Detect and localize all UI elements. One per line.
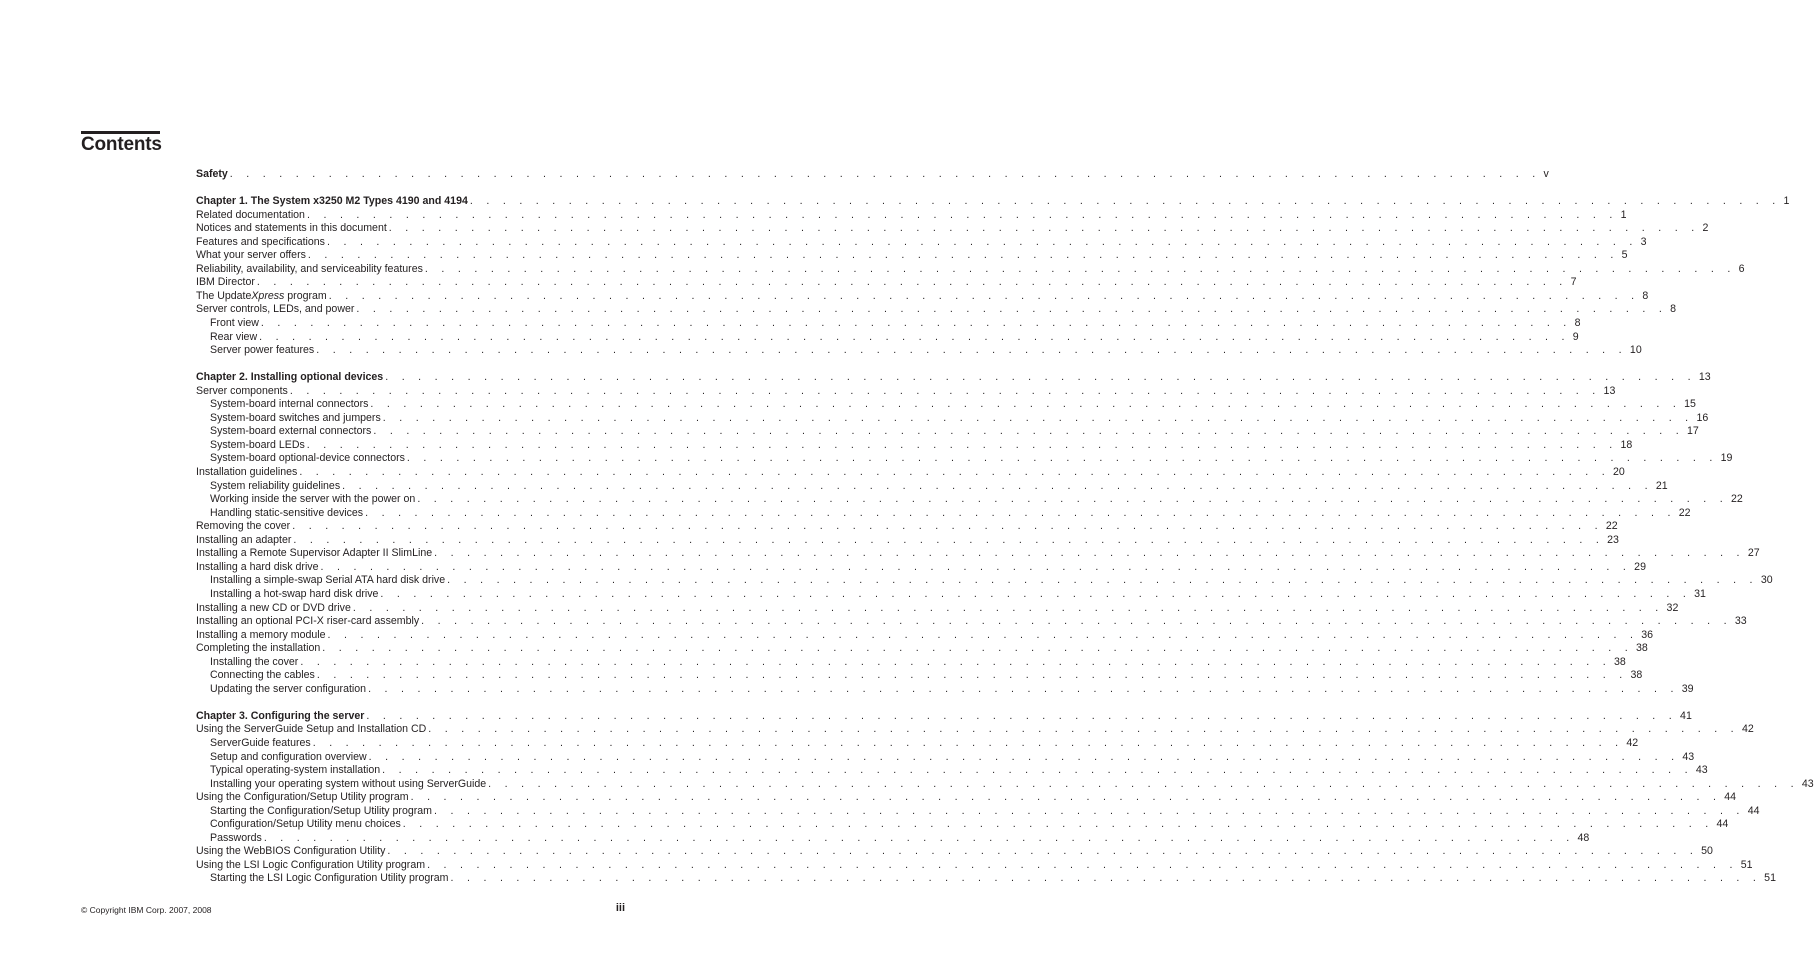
toc-entry-title: Related documentation bbox=[196, 208, 305, 221]
toc-entry[interactable] bbox=[196, 560, 1646, 575]
toc-entry-title: Starting the Configuration/Setup Utility program bbox=[210, 804, 432, 817]
toc-leader-dots: . . . . . . . . . . . . . . . . . . . . . . . . . . . . . . . . . . . . . . . . . . . . . . . . . . . . . . . . . . . . . . . . . . . . . . . . . . . . . . . . bbox=[373, 425, 1685, 438]
toc-page-number: 29 bbox=[1634, 560, 1646, 573]
toc-entry-title: Completing the installation bbox=[196, 642, 321, 655]
toc-page-number: 7 bbox=[1570, 276, 1577, 289]
toc-leader-dots: . . . . . . . . . . . . . . . . . . . . . . . . . . . . . . . . . . . . . . . . . . . . . . . . . . . . . . . . . . . . . . . . . . . . . . . . . . . . . . . . bbox=[322, 642, 1633, 655]
toc-page-number: 19 bbox=[1720, 452, 1733, 465]
toc-entry-title: System-board optional-device connectors bbox=[210, 452, 405, 465]
toc-leader-dots: . . . . . . . . . . . . . . . . . . . . . . . . . . . . . . . . . . . . . . . . . . . . . . . . . . . . . . . . . . . . . . . . . . . . . . . . . . . . . . . . bbox=[368, 750, 1680, 763]
toc-leader-dots: . . . . . . . . . . . . . . . . . . . . . . . . . . . . . . . . . . . . . . . . . . . . . . . . . . . . . . . . . . . . . . . . . . . . . . . . . . . . . . . . bbox=[327, 628, 1639, 641]
toc-page-number: 44 bbox=[1724, 791, 1737, 804]
toc-entry-title: The UpdateXpress program bbox=[196, 289, 327, 302]
toc-chapter-entry[interactable] bbox=[196, 371, 1711, 385]
toc-leader-dots: . . . . . . . . . . . . . . . . . . . . . . . . . . . . . . . . . . . . . . . . . . . . . . . . . . . . . . . . . . . . . . . . . . . . . . . . . . . . . . . . bbox=[428, 723, 1739, 736]
toc-entry-title: Server power features bbox=[210, 344, 315, 357]
toc-entry[interactable] bbox=[196, 547, 1760, 561]
toc-leader-dots: . . . . . . . . . . . . . . . . . . . . . . . . . . . . . . . . . . . . . . . . . . . . . . . . . . . . . . . . . . . . . . . . . . . . . . . . . . . . . . . . bbox=[368, 682, 1679, 695]
toc-page-number: 51 bbox=[1740, 858, 1753, 871]
toc-page-number: 38 bbox=[1630, 669, 1643, 682]
toc-entry-title: Setup and configuration overview bbox=[210, 750, 367, 763]
toc-page-number: 5 bbox=[1621, 249, 1628, 262]
toc-leader-dots: . . . . . . . . . . . . . . . . . . . . . . . . . . . . . . . . . . . . . . . . . . . . . . . . . . . . . . . . . . . . . . . . . . . . . . . . . . . . . . . . bbox=[299, 466, 1610, 479]
toc-leader-dots: . . . . . . . . . . . . . . . . . . . . . . . . . . . . . . . . . . . . . . . . . . . . . . . . . . . . . . . . . . . . . . . . . . . . . . . . . . . . . . . . bbox=[447, 574, 1758, 587]
toc-entry[interactable] bbox=[196, 262, 1745, 277]
toc-entry[interactable] bbox=[196, 398, 1696, 412]
copyright-footer: © Copyright IBM Corp. 2007, 2008 bbox=[81, 905, 212, 915]
toc-leader-dots: . . . . . . . . . . . . . . . . . . . . . . . . . . . . . . . . . . . . . . . . . . . . . . . . . . . . . . . . . . . . . . . . . . . . . . . . . . . . . . . . bbox=[229, 168, 1541, 180]
toc-leader-dots: . . . . . . . . . . . . . . . . . . . . . . . . . . . . . . . . . . . . . . . . . . . . . . . . . . . . . . . . . . . . . . . . . . . . . . . . . . . . . . . . bbox=[320, 560, 1632, 573]
toc-page-number: 22 bbox=[1731, 493, 1743, 506]
toc-leader-dots: . . . . . . . . . . . . . . . . . . . . . . . . . . . . . . . . . . . . . . . . . . . . . . . . . . . . . . . . . . . . . . . . . . . . . . . . . . . . . . . . bbox=[424, 262, 1736, 275]
toc-entry-title: Server components bbox=[196, 384, 288, 397]
toc-entry-title: Installing an optional PCI-X riser-card assembly bbox=[196, 615, 420, 628]
toc-entry-title: Handling static-sensitive devices bbox=[210, 506, 364, 519]
toc-page-number: 48 bbox=[1577, 831, 1590, 844]
toc-leader-dots: . . . . . . . . . . . . . . . . . . . . . . . . . . . . . . . . . . . . . . . . . . . . . . . . . . . . . . . . . . . . . . . . . . . . . . . . . . . . . . . . bbox=[410, 791, 1722, 804]
toc-entry[interactable] bbox=[196, 804, 1760, 819]
toc-entry-title: Installing your operating system without using ServerGuide bbox=[210, 777, 487, 790]
toc-entry-title: Installing a Remote Supervisor Adapter II SlimLine bbox=[196, 547, 433, 560]
toc-entry-title: Using the WebBIOS Configuration Utility bbox=[196, 845, 386, 858]
page-title: Contents bbox=[81, 134, 162, 155]
toc-entry[interactable] bbox=[196, 520, 1618, 534]
toc-entry-title: System reliability guidelines bbox=[210, 479, 341, 492]
toc-entry-title: Notices and statements in this document bbox=[196, 222, 387, 235]
toc-leader-dots: . . . . . . . . . . . . . . . . . . . . . . . . . . . . . . . . . . . . . . . . . . . . . . . . . . . . . . . . . . . . . . . . . . . . . . . . . . . . . . . . bbox=[434, 547, 1745, 560]
toc-page-number: 44 bbox=[1747, 804, 1760, 817]
toc-entry-title: System-board internal connectors bbox=[210, 398, 369, 411]
toc-leader-dots: . . . . . . . . . . . . . . . . . . . . . . . . . . . . . . . . . . . . . . . . . . . . . . . . . . . . . . . . . . . . . . . . . . . . . . . . . . . . . . . . bbox=[328, 289, 1640, 302]
toc-chapter-entry[interactable] bbox=[196, 195, 1790, 209]
toc-entry-title: Installing a simple-swap Serial ATA hard disk drive bbox=[210, 574, 446, 587]
toc-page-number: 3 bbox=[1640, 235, 1647, 248]
toc-entry[interactable] bbox=[196, 222, 1709, 236]
toc-leader-dots: . . . . . . . . . . . . . . . . . . . . . . . . . . . . . . . . . . . . . . . . . . . . . . . . . . . . . . . . . . . . . . . . . . . . . . . . . . . . . . . . bbox=[316, 669, 1628, 682]
toc-entry[interactable] bbox=[196, 235, 1647, 250]
toc-page-number: 43 bbox=[1682, 750, 1695, 763]
toc-entry-title: Configuration/Setup Utility menu choices bbox=[210, 818, 401, 831]
toc-entry[interactable] bbox=[196, 276, 1577, 290]
toc-leader-dots: . . . . . . . . . . . . . . . . . . . . . . . . . . . . . . . . . . . . . . . . . . . . . . . . . . . . . . . . . . . . . . . . . . . . . . . . . . . . . . . . bbox=[427, 858, 1738, 871]
toc-leader-dots: . . . . . . . . . . . . . . . . . . . . . . . . . . . . . . . . . . . . . . . . . . . . . . . . . . . . . . . . . . . . . . . . . . . . . . . . . . . . . . . . bbox=[352, 601, 1664, 614]
toc-leader-dots: . . . . . . . . . . . . . . . . . . . . . . . . . . . . . . . . . . . . . . . . . . . . . . . . . . . . . . . . . . . . . . . . . . . . . . . . . . . . . . . . bbox=[300, 655, 1612, 668]
toc-leader-dots: . . . . . . . . . . . . . . . . . . . . . . . . . . . . . . . . . . . . . . . . . . . . . . . . . . . . . . . . . . . . . . . . . . . . . . . . . . . . . . . . bbox=[469, 195, 1781, 208]
toc-page-number: 38 bbox=[1614, 655, 1626, 668]
toc-entry-title: Installing an adapter bbox=[196, 533, 292, 546]
toc-page-number: 38 bbox=[1635, 642, 1648, 655]
toc-entry[interactable] bbox=[196, 628, 1654, 643]
toc-page-number: 9 bbox=[1572, 330, 1579, 343]
toc-page-number: 8 bbox=[1642, 289, 1649, 302]
toc-leader-dots: . . . . . . . . . . . . . . . . . . . . . . . . . . . . . . . . . . . . . . . . . . . . . . . . . . . . . . . . . . . . . . . . . . . . . . . . . . . . . . . . bbox=[382, 764, 1693, 777]
toc-entry-title: Using the Configuration/Setup Utility program bbox=[196, 791, 409, 804]
toc-entry-title: Reliability, availability, and serviceability features bbox=[196, 262, 423, 275]
toc-leader-dots: . . . . . . . . . . . . . . . . . . . . . . . . . . . . . . . . . . . . . . . . . . . . . . . . . . . . . . . . . . . . . . . . . . . . . . . . . . . . . . . . bbox=[385, 371, 1696, 384]
toc-leader-dots: . . . . . . . . . . . . . . . . . . . . . . . . . . . . . . . . . . . . . . . . . . . . . . . . . . . . . . . . . . . . . . . . . . . . . . . . . . . . . . . . bbox=[256, 276, 1568, 289]
toc-leader-dots: . . . . . . . . . . . . . . . . . . . . . . . . . . . . . . . . . . . . . . . . . . . . . . . . . . . . . . . . . . . . . . . . . . . . . . . . . . . . . . . . bbox=[312, 736, 1624, 749]
toc-entry-title: Connecting the cables bbox=[210, 669, 315, 682]
toc-entry[interactable] bbox=[196, 249, 1628, 263]
toc-leader-dots: . . . . . . . . . . . . . . . . . . . . . . . . . . . . . . . . . . . . . . . . . . . . . . . . . . . . . . . . . . . . . . . . . . . . . . . . . . . . . . . . bbox=[366, 709, 1678, 722]
toc-leader-dots: . . . . . . . . . . . . . . . . . . . . . . . . . . . . . . . . . . . . . . . . . . . . . . . . . . . . . . . . . . . . . . . . . . . . . . . . . . . . . . . . bbox=[260, 317, 1572, 330]
toc-entry[interactable] bbox=[196, 452, 1733, 466]
toc-page-number: 22 bbox=[1678, 506, 1691, 519]
toc-entry-title: IBM Director bbox=[196, 276, 255, 289]
toc-leader-dots: . . . . . . . . . . . . . . . . . . . . . . . . . . . . . . . . . . . . . . . . . . . . . . . . . . . . . . . . . . . . . . . . . . . . . . . . . . . . . . . . bbox=[387, 845, 1699, 858]
toc-page-number: 50 bbox=[1701, 845, 1713, 858]
toc-entry[interactable] bbox=[196, 506, 1691, 521]
toc-page-number: 18 bbox=[1620, 438, 1633, 451]
toc-entry-title: Installation guidelines bbox=[196, 466, 298, 479]
toc-entry-title: Using the ServerGuide Setup and Installation CD bbox=[196, 723, 427, 736]
toc-entry-title: System-board external connectors bbox=[210, 425, 372, 438]
toc-entry[interactable] bbox=[196, 208, 1627, 223]
toc-entry[interactable] bbox=[196, 615, 1747, 629]
toc-entry[interactable] bbox=[196, 574, 1773, 588]
toc-chapter-entry[interactable] bbox=[196, 168, 1549, 182]
toc-entry[interactable] bbox=[196, 289, 1649, 304]
toc-leader-dots: . . . . . . . . . . . . . . . . . . . . . . . . . . . . . . . . . . . . . . . . . . . . . . . . . . . . . . . . . . . . . . . . . . . . . . . . . . . . . . . . bbox=[434, 804, 1745, 817]
toc-leader-dots: . . . . . . . . . . . . . . . . . . . . . . . . . . . . . . . . . . . . . . . . . . . . . . . . . . . . . . . . . . . . . . . . . . . . . . . . . . . . . . . . bbox=[488, 777, 1799, 790]
toc-entry-title: What your server offers bbox=[196, 249, 306, 262]
toc-leader-dots: . . . . . . . . . . . . . . . . . . . . . . . . . . . . . . . . . . . . . . . . . . . . . . . . . . . . . . . . . . . . . . . . . . . . . . . . . . . . . . . . bbox=[370, 398, 1682, 411]
toc-entry-title: Passwords bbox=[210, 831, 262, 844]
toc-entry[interactable] bbox=[196, 317, 1581, 331]
toc-entry[interactable] bbox=[196, 466, 1625, 480]
toc-leader-dots: . . . . . . . . . . . . . . . . . . . . . . . . . . . . . . . . . . . . . . . . . . . . . . . . . . . . . . . . . . . . . . . . . . . . . . . . . . . . . . . . bbox=[450, 872, 1762, 885]
toc-entry-title: Installing a new CD or DVD drive bbox=[196, 601, 351, 614]
toc-entry[interactable] bbox=[196, 303, 1676, 317]
toc-entry-title: Using the LSI Logic Configuration Utility program bbox=[196, 858, 426, 871]
toc-entry[interactable] bbox=[196, 777, 1814, 792]
toc-page-number: 43 bbox=[1801, 777, 1814, 790]
toc-leader-dots: . . . . . . . . . . . . . . . . . . . . . . . . . . . . . . . . . . . . . . . . . . . . . . . . . . . . . . . . . . . . . . . . . . . . . . . . . . . . . . . . bbox=[263, 831, 1575, 844]
toc-entry[interactable] bbox=[196, 601, 1679, 616]
toc-leader-dots: . . . . . . . . . . . . . . . . . . . . . . . . . . . . . . . . . . . . . . . . . . . . . . . . . . . . . . . . . . . . . . . . . . . . . . . . . . . . . . . . bbox=[306, 208, 1618, 221]
toc-leader-dots: . . . . . . . . . . . . . . . . . . . . . . . . . . . . . . . . . . . . . . . . . . . . . . . . . . . . . . . . . . . . . . . . . . . . . . . . . . . . . . . . bbox=[307, 249, 1619, 262]
toc-entry[interactable] bbox=[196, 669, 1643, 683]
toc-entry[interactable] bbox=[196, 493, 1743, 507]
toc-leader-dots: . . . . . . . . . . . . . . . . . . . . . . . . . . . . . . . . . . . . . . . . . . . . . . . . . . . . . . . . . . . . . . . . . . . . . . . . . . . . . . . . bbox=[388, 222, 1700, 235]
toc-entry[interactable] bbox=[196, 384, 1616, 399]
toc-entry-title: ServerGuide features bbox=[210, 736, 311, 749]
toc-entry[interactable] bbox=[196, 344, 1642, 358]
toc-page-number: 2 bbox=[1702, 222, 1709, 235]
toc-leader-dots: . . . . . . . . . . . . . . . . . . . . . . . . . . . . . . . . . . . . . . . . . . . . . . . . . . . . . . . . . . . . . . . . . . . . . . . . . . . . . . . . bbox=[316, 344, 1627, 357]
toc-page-number: 42 bbox=[1741, 723, 1754, 736]
page-number: iii bbox=[615, 902, 625, 914]
toc-entry[interactable] bbox=[196, 682, 1694, 697]
toc-page-number: 10 bbox=[1629, 344, 1642, 357]
toc-entry[interactable] bbox=[196, 764, 1708, 778]
toc-page-number: 43 bbox=[1695, 764, 1708, 777]
toc-entry[interactable] bbox=[196, 858, 1753, 873]
toc-entry-title: Installing the cover bbox=[210, 655, 299, 668]
toc-entry[interactable] bbox=[196, 533, 1619, 548]
toc-entry-title: Chapter 3. Configuring the server bbox=[196, 709, 365, 722]
toc-page-number: 13 bbox=[1603, 384, 1616, 397]
toc-leader-dots: . . . . . . . . . . . . . . . . . . . . . . . . . . . . . . . . . . . . . . . . . . . . . . . . . . . . . . . . . . . . . . . . . . . . . . . . . . . . . . . . bbox=[380, 587, 1692, 600]
toc-entry-title: System-board LEDs bbox=[210, 438, 305, 451]
toc-entry-title: Installing a hard disk drive bbox=[196, 560, 319, 573]
toc-entry[interactable] bbox=[196, 845, 1713, 859]
toc-entry[interactable] bbox=[196, 655, 1626, 670]
toc-entry-title: Chapter 2. Installing optional devices bbox=[196, 371, 384, 384]
toc-entry-title: System-board switches and jumpers bbox=[210, 411, 381, 424]
toc-leader-dots: . . . . . . . . . . . . . . . . . . . . . . . . . . . . . . . . . . . . . . . . . . . . . . . . . . . . . . . . . . . . . . . . . . . . . . . . . . . . . . . . bbox=[289, 384, 1601, 397]
toc-entry[interactable] bbox=[196, 438, 1633, 453]
toc-page-number: 39 bbox=[1681, 682, 1694, 695]
toc-entry-title: Starting the LSI Logic Configuration Utility program bbox=[210, 872, 449, 885]
toc-leader-dots: . . . . . . . . . . . . . . . . . . . . . . . . . . . . . . . . . . . . . . . . . . . . . . . . . . . . . . . . . . . . . . . . . . . . . . . . . . . . . . . . bbox=[402, 818, 1714, 831]
toc-entry[interactable] bbox=[196, 831, 1590, 846]
toc-page-number: 44 bbox=[1716, 818, 1729, 831]
toc-page-number: 22 bbox=[1605, 520, 1618, 533]
toc-page-number: 32 bbox=[1666, 601, 1679, 614]
toc-page-number: 15 bbox=[1684, 398, 1696, 411]
toc-entry[interactable] bbox=[196, 818, 1729, 832]
toc-page-number: 51 bbox=[1764, 872, 1776, 885]
toc-leader-dots: . . . . . . . . . . . . . . . . . . . . . . . . . . . . . . . . . . . . . . . . . . . . . . . . . . . . . . . . . . . . . . . . . . . . . . . . . . . . . . . . bbox=[293, 533, 1605, 546]
toc-page-number: 31 bbox=[1694, 587, 1706, 600]
toc-page-number: 21 bbox=[1655, 479, 1668, 492]
toc-entry-title: Removing the cover bbox=[196, 520, 291, 533]
toc-entry-title: Safety bbox=[196, 168, 228, 180]
toc-page-number: 23 bbox=[1607, 533, 1619, 546]
toc-entry-title: Chapter 1. The System x3250 M2 Types 4190 and 4194 bbox=[196, 195, 468, 208]
toc-entry[interactable] bbox=[196, 330, 1579, 345]
toc-page-number: 20 bbox=[1613, 466, 1625, 479]
toc-entry[interactable] bbox=[196, 723, 1754, 737]
toc-entry-title: Features and specifications bbox=[196, 235, 325, 248]
toc-page-number: 1 bbox=[1783, 195, 1790, 208]
toc-leader-dots: . . . . . . . . . . . . . . . . . . . . . . . . . . . . . . . . . . . . . . . . . . . . . . . . . . . . . . . . . . . . . . . . . . . . . . . . . . . . . . . . bbox=[365, 506, 1676, 519]
toc-entry[interactable] bbox=[196, 411, 1709, 426]
toc-page-number: 16 bbox=[1696, 411, 1709, 424]
toc-leader-dots: . . . . . . . . . . . . . . . . . . . . . . . . . . . . . . . . . . . . . . . . . . . . . . . . . . . . . . . . . . . . . . . . . . . . . . . . . . . . . . . . bbox=[326, 235, 1638, 248]
toc-entry[interactable] bbox=[196, 872, 1776, 886]
toc-leader-dots: . . . . . . . . . . . . . . . . . . . . . . . . . . . . . . . . . . . . . . . . . . . . . . . . . . . . . . . . . . . . . . . . . . . . . . . . . . . . . . . . bbox=[259, 330, 1570, 343]
toc-page-number: 17 bbox=[1687, 425, 1699, 438]
toc-leader-dots: . . . . . . . . . . . . . . . . . . . . . . . . . . . . . . . . . . . . . . . . . . . . . . . . . . . . . . . . . . . . . . . . . . . . . . . . . . . . . . . . bbox=[342, 479, 1653, 492]
toc-leader-dots: . . . . . . . . . . . . . . . . . . . . . . . . . . . . . . . . . . . . . . . . . . . . . . . . . . . . . . . . . . . . . . . . . . . . . . . . . . . . . . . . bbox=[306, 438, 1618, 451]
toc-entry[interactable] bbox=[196, 791, 1737, 805]
toc-page-number: 1 bbox=[1620, 208, 1627, 221]
toc-entry[interactable] bbox=[196, 750, 1695, 765]
toc-leader-dots: . . . . . . . . . . . . . . . . . . . . . . . . . . . . . . . . . . . . . . . . . . . . . . . . . . . . . . . . . . . . . . . . . . . . . . . . . . . . . . . . bbox=[382, 411, 1694, 424]
toc-entry-title: Front view bbox=[210, 317, 259, 330]
toc-page-number: 41 bbox=[1680, 709, 1692, 722]
toc-entry-title: Installing a hot-swap hard disk drive bbox=[210, 587, 379, 600]
table-of-contents bbox=[196, 168, 1814, 886]
toc-page-number: 33 bbox=[1734, 615, 1747, 628]
toc-entry-title: Updating the server configuration bbox=[210, 682, 367, 695]
toc-page-number: 36 bbox=[1641, 628, 1654, 641]
toc-page-number: 30 bbox=[1760, 574, 1773, 587]
toc-entry-title: Working inside the server with the power on bbox=[210, 493, 416, 506]
toc-entry[interactable] bbox=[196, 642, 1648, 656]
toc-page-number: 6 bbox=[1738, 262, 1745, 275]
toc-leader-dots: . . . . . . . . . . . . . . . . . . . . . . . . . . . . . . . . . . . . . . . . . . . . . . . . . . . . . . . . . . . . . . . . . . . . . . . . . . . . . . . . bbox=[406, 452, 1718, 465]
toc-leader-dots: . . . . . . . . . . . . . . . . . . . . . . . . . . . . . . . . . . . . . . . . . . . . . . . . . . . . . . . . . . . . . . . . . . . . . . . . . . . . . . . . bbox=[421, 615, 1732, 628]
toc-leader-dots: . . . . . . . . . . . . . . . . . . . . . . . . . . . . . . . . . . . . . . . . . . . . . . . . . . . . . . . . . . . . . . . . . . . . . . . . . . . . . . . . bbox=[292, 520, 1603, 533]
toc-entry-title: Rear view bbox=[210, 330, 258, 343]
toc-entry-title: Installing a memory module bbox=[196, 628, 326, 641]
toc-page-number: 42 bbox=[1626, 736, 1639, 749]
toc-page-number: 8 bbox=[1670, 303, 1676, 316]
toc-entry[interactable] bbox=[196, 587, 1706, 602]
toc-entry-title: Typical operating-system installation bbox=[210, 764, 381, 777]
toc-chapter-entry[interactable] bbox=[196, 709, 1692, 724]
toc-entry[interactable] bbox=[196, 736, 1639, 751]
toc-leader-dots: . . . . . . . . . . . . . . . . . . . . . . . . . . . . . . . . . . . . . . . . . . . . . . . . . . . . . . . . . . . . . . . . . . . . . . . . . . . . . . . . bbox=[356, 303, 1668, 316]
toc-entry[interactable] bbox=[196, 479, 1668, 494]
toc-page-number: v bbox=[1543, 168, 1549, 180]
toc-entry[interactable] bbox=[196, 425, 1699, 439]
toc-page-number: 27 bbox=[1747, 547, 1760, 560]
toc-page-number: 8 bbox=[1574, 317, 1581, 330]
toc-leader-dots: . . . . . . . . . . . . . . . . . . . . . . . . . . . . . . . . . . . . . . . . . . . . . . . . . . . . . . . . . . . . . . . . . . . . . . . . . . . . . . . . bbox=[417, 493, 1728, 506]
toc-page-number: 13 bbox=[1698, 371, 1711, 384]
toc-entry-title: Server controls, LEDs, and power bbox=[196, 303, 355, 316]
